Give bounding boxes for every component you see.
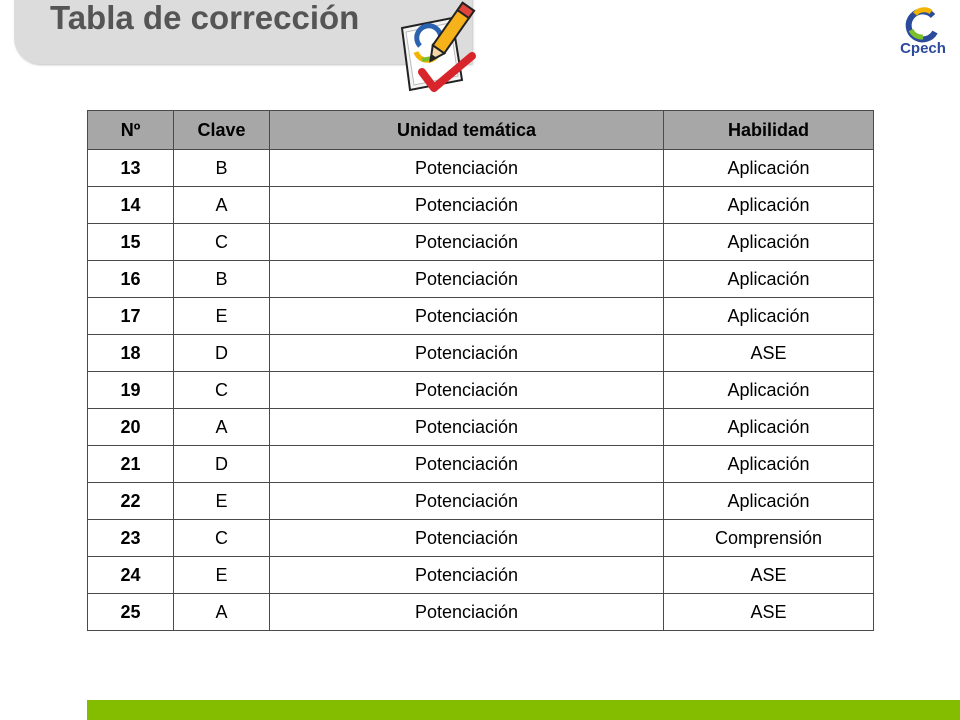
header-habilidad: Habilidad — [664, 111, 874, 150]
cell-habilidad: Aplicación — [664, 483, 874, 520]
cell-habilidad: Aplicación — [664, 298, 874, 335]
cell-numero: 20 — [88, 409, 174, 446]
cell-habilidad: Aplicación — [664, 372, 874, 409]
cell-unidad: Potenciación — [270, 409, 664, 446]
cell-habilidad: Aplicación — [664, 446, 874, 483]
table-row — [88, 298, 874, 335]
cell-numero: 19 — [88, 372, 174, 409]
table-row — [88, 150, 874, 187]
cell-numero: 23 — [88, 520, 174, 557]
cell-clave: D — [174, 446, 270, 483]
table-row — [88, 409, 874, 446]
cell-clave: E — [174, 557, 270, 594]
correction-table-wrap — [87, 110, 874, 631]
cell-numero: 13 — [88, 150, 174, 187]
cell-unidad: Potenciación — [270, 483, 664, 520]
table-row — [88, 594, 874, 631]
table-header-row — [88, 111, 874, 150]
page-title: Tabla de corrección — [50, 0, 360, 36]
table-row — [88, 224, 874, 261]
cell-numero: 24 — [88, 557, 174, 594]
table-row — [88, 557, 874, 594]
cell-habilidad: ASE — [664, 594, 874, 631]
cell-habilidad: Aplicación — [664, 187, 874, 224]
cell-unidad: Potenciación — [270, 594, 664, 631]
cell-unidad: Potenciación — [270, 298, 664, 335]
cell-habilidad: ASE — [664, 335, 874, 372]
cell-unidad: Potenciación — [270, 187, 664, 224]
cell-numero: 18 — [88, 335, 174, 372]
table-row — [88, 335, 874, 372]
cell-numero: 21 — [88, 446, 174, 483]
cell-numero: 17 — [88, 298, 174, 335]
cell-unidad: Potenciación — [270, 150, 664, 187]
cell-unidad: Potenciación — [270, 520, 664, 557]
header-unidad: Unidad temática — [270, 111, 664, 150]
table-row — [88, 520, 874, 557]
table-row — [88, 261, 874, 298]
correction-table — [87, 110, 874, 631]
cpech-logo-icon — [893, 4, 953, 44]
cell-habilidad: Aplicación — [664, 150, 874, 187]
cell-habilidad: Aplicación — [664, 224, 874, 261]
cell-unidad: Potenciación — [270, 335, 664, 372]
cell-numero: 15 — [88, 224, 174, 261]
cell-unidad: Potenciación — [270, 372, 664, 409]
cell-numero: 25 — [88, 594, 174, 631]
table-row — [88, 483, 874, 520]
table-row — [88, 446, 874, 483]
cell-numero: 16 — [88, 261, 174, 298]
cell-habilidad: Aplicación — [664, 409, 874, 446]
cell-unidad: Potenciación — [270, 261, 664, 298]
cell-clave: C — [174, 372, 270, 409]
cell-clave: E — [174, 483, 270, 520]
header-clave: Clave — [174, 111, 270, 150]
cell-clave: B — [174, 261, 270, 298]
cell-clave: C — [174, 520, 270, 557]
cpech-logo — [893, 4, 953, 64]
cell-numero: 14 — [88, 187, 174, 224]
cell-clave: E — [174, 298, 270, 335]
cell-unidad: Potenciación — [270, 446, 664, 483]
header-numero: Nº — [88, 111, 174, 150]
pencil-check-icon — [396, 0, 480, 104]
footer-accent-bar — [87, 700, 960, 720]
cell-unidad: Potenciación — [270, 224, 664, 261]
cell-habilidad: Comprensión — [664, 520, 874, 557]
logo-text: Cpech — [900, 40, 946, 57]
cell-clave: C — [174, 224, 270, 261]
table-row — [88, 187, 874, 224]
cell-clave: A — [174, 409, 270, 446]
cell-clave: A — [174, 187, 270, 224]
cell-unidad: Potenciación — [270, 557, 664, 594]
table-row — [88, 372, 874, 409]
cell-clave: B — [174, 150, 270, 187]
cell-clave: A — [174, 594, 270, 631]
cell-clave: D — [174, 335, 270, 372]
cell-habilidad: ASE — [664, 557, 874, 594]
cell-habilidad: Aplicación — [664, 261, 874, 298]
cell-numero: 22 — [88, 483, 174, 520]
